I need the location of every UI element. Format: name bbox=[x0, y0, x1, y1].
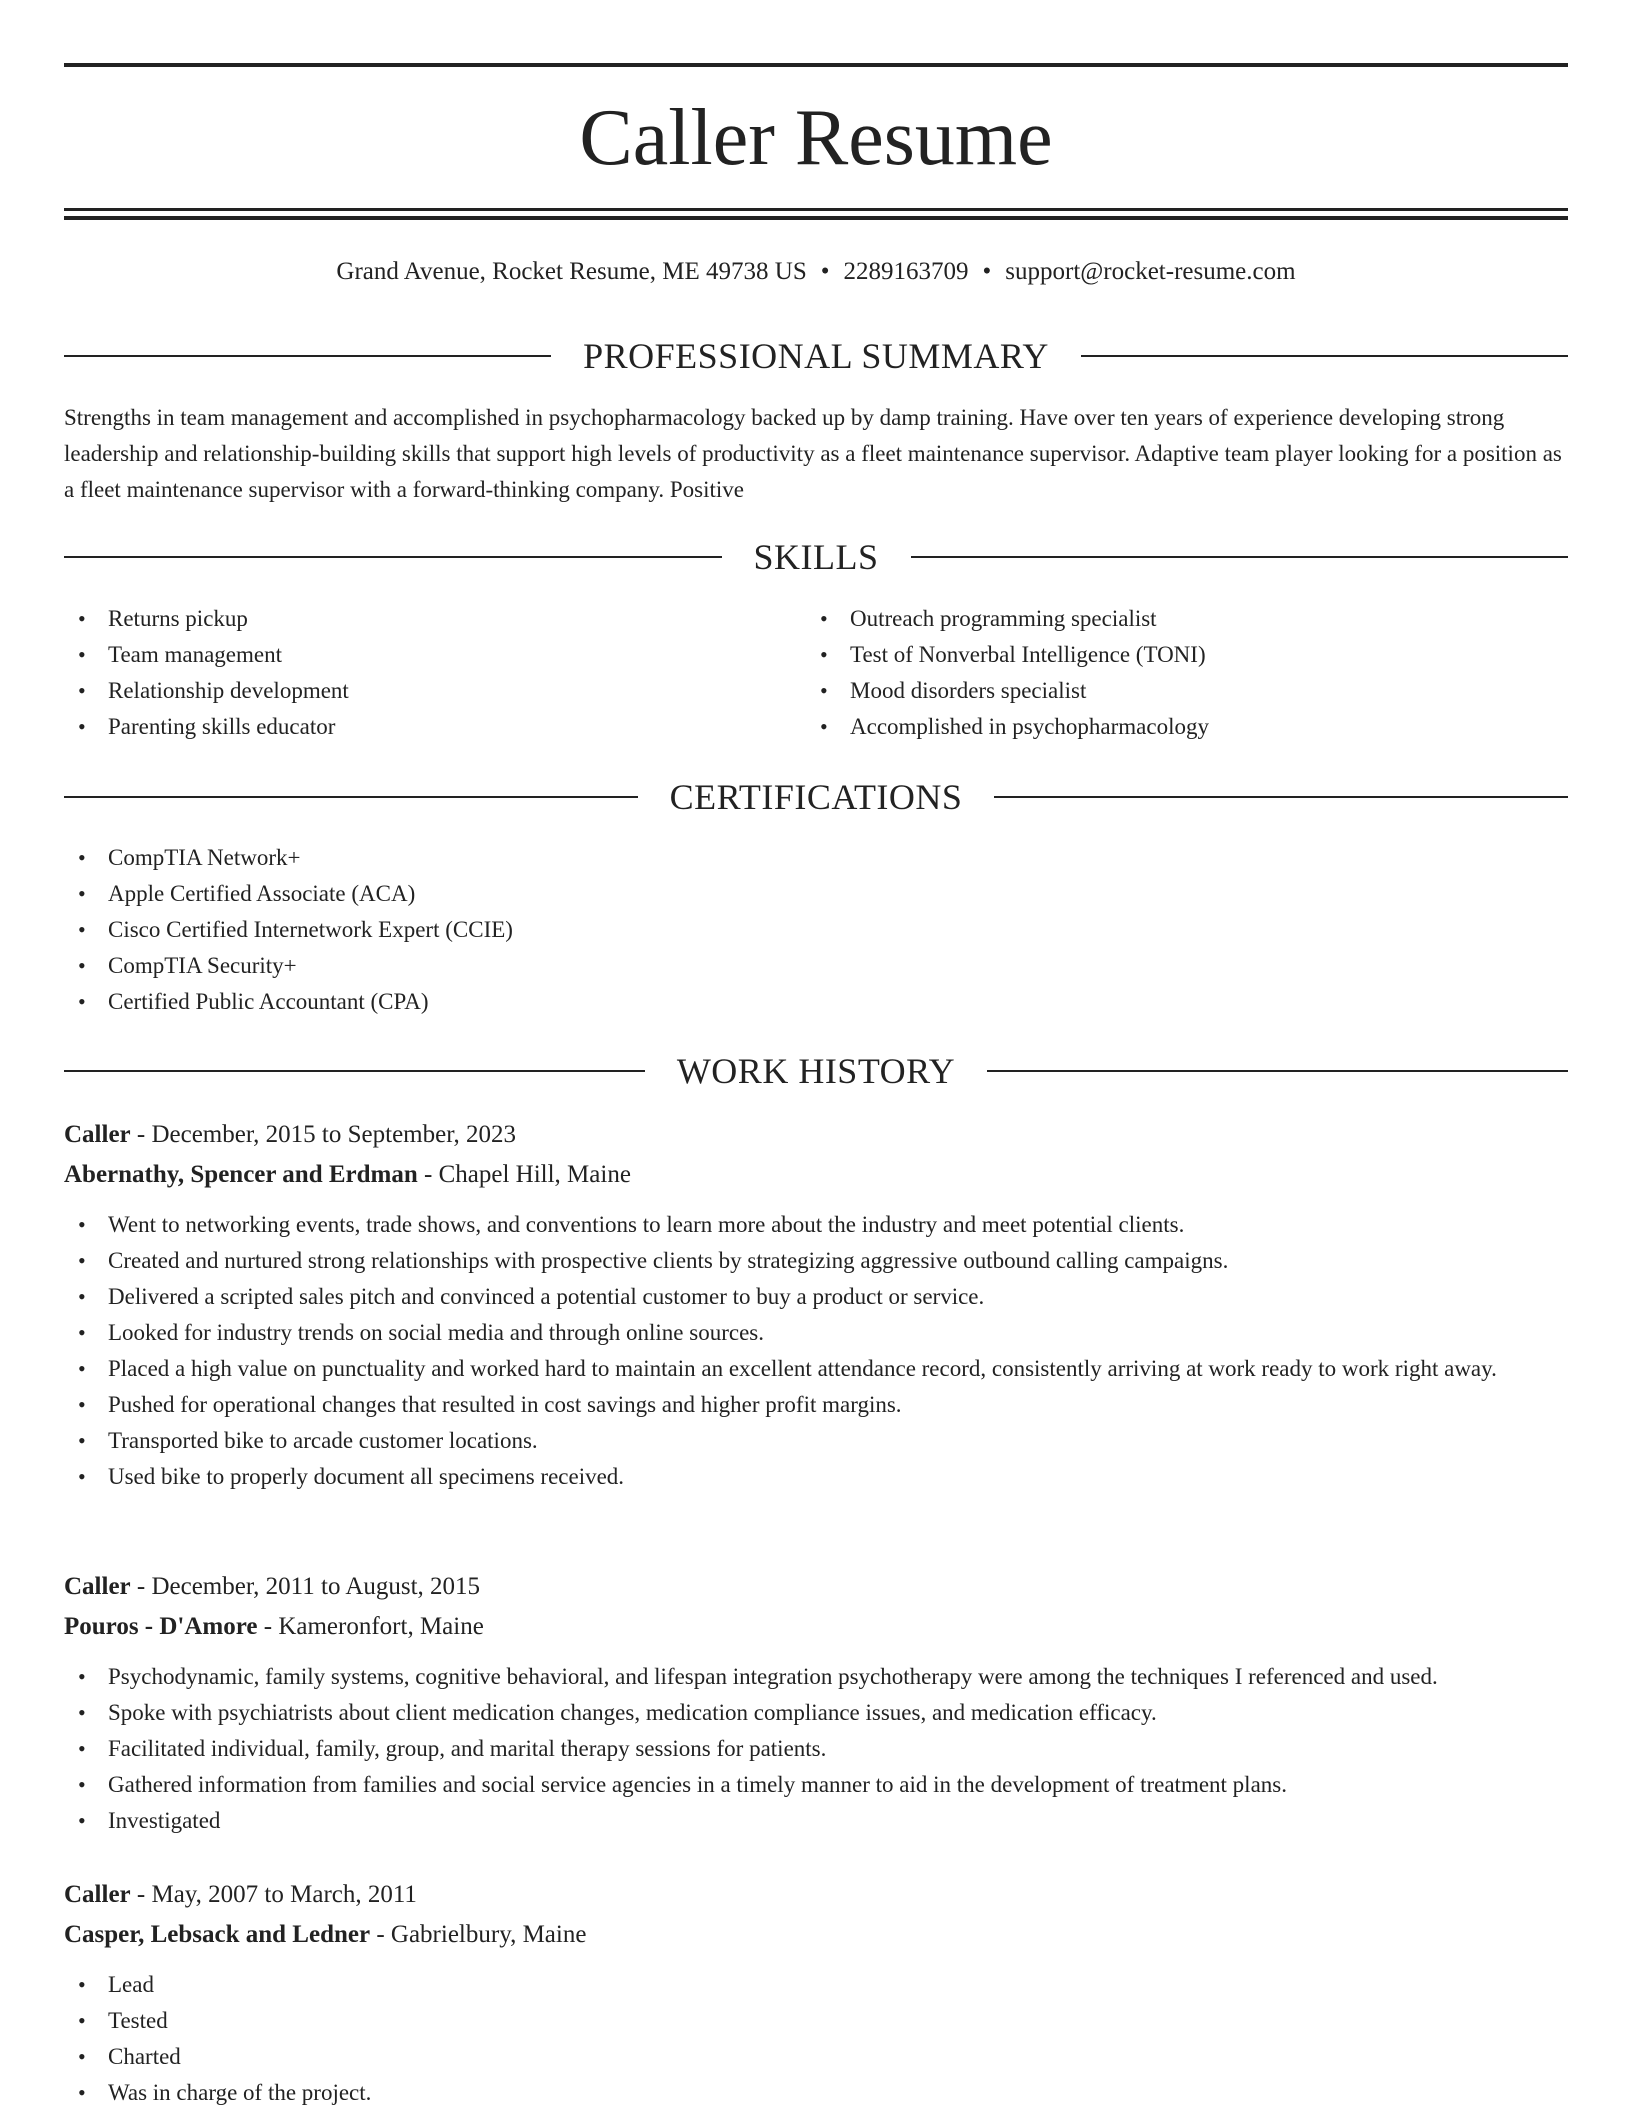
job-dates: - May, 2007 to March, 2011 bbox=[130, 1881, 417, 1908]
certifications-heading: CERTIFICATIONS bbox=[669, 777, 963, 817]
contact-phone: 2289163709 bbox=[843, 258, 969, 285]
job-company-line bbox=[64, 1155, 1568, 1195]
skills-heading: SKILLS bbox=[753, 537, 879, 577]
job-location: - Gabrielbury, Maine bbox=[370, 1921, 587, 1948]
certification-item: • Cisco Certified Internetwork Expert (CCIE) bbox=[64, 912, 1568, 948]
job-company-line bbox=[64, 1915, 1568, 1955]
divider-line bbox=[64, 796, 638, 798]
skill-item: • Outreach programming specialist bbox=[806, 601, 1548, 637]
job-location: - Chapel Hill, Maine bbox=[417, 1161, 631, 1188]
divider-line bbox=[987, 1070, 1568, 1072]
job-bullets bbox=[64, 1659, 1568, 1839]
skill-item: • Team management bbox=[64, 637, 806, 673]
certification-item: • CompTIA Network+ bbox=[64, 840, 1568, 876]
divider-line bbox=[994, 796, 1568, 798]
title-rule-lower bbox=[64, 216, 1568, 220]
divider-line bbox=[64, 1070, 645, 1072]
divider-line bbox=[64, 355, 551, 357]
contact-email: support@rocket-resume.com bbox=[1005, 258, 1296, 285]
job-bullet: • Facilitated individual, family, group, and marital therapy sessions for patients. bbox=[64, 1731, 1568, 1767]
title-rule-upper bbox=[64, 208, 1568, 211]
job-bullet: • Went to networking events, trade shows, and conventions to learn more about the industry and meet potential clients. bbox=[64, 1207, 1568, 1243]
job-bullet: • Charted bbox=[64, 2039, 1568, 2075]
job-bullet: • Delivered a scripted sales pitch and convinced a potential customer to buy a product or service. bbox=[64, 1279, 1568, 1315]
skill-item: • Mood disorders specialist bbox=[806, 673, 1548, 709]
certification-item: • Apple Certified Associate (ACA) bbox=[64, 876, 1568, 912]
job-location: - Kameronfort, Maine bbox=[257, 1613, 484, 1640]
job-role: Caller bbox=[64, 1881, 131, 1908]
job-company: Abernathy, Spencer and Erdman bbox=[64, 1161, 418, 1188]
job-bullets bbox=[64, 1967, 1568, 2111]
job-bullet: • Was in charge of the project. bbox=[64, 2075, 1568, 2111]
job-bullet: • Created and nurtured strong relationships with prospective clients by strategizing aggressive outbound calling campaigns. bbox=[64, 1243, 1568, 1279]
job-company-line bbox=[64, 1607, 1568, 1647]
divider-line bbox=[911, 556, 1569, 558]
certification-item: • Certified Public Accountant (CPA) bbox=[64, 984, 1568, 1020]
certifications-list bbox=[64, 840, 1568, 1020]
job-bullet: • Gathered information from families and social service agencies in a timely manner to aid in the development of treatment plans. bbox=[64, 1767, 1568, 1803]
certification-item: • CompTIA Security+ bbox=[64, 948, 1568, 984]
skills-list-left bbox=[64, 601, 806, 745]
job-role: Caller bbox=[64, 1121, 131, 1148]
skills-heading-row bbox=[64, 535, 1568, 579]
contact-line bbox=[64, 254, 1568, 290]
job-dates: - December, 2011 to August, 2015 bbox=[130, 1573, 481, 1600]
job-bullet: • Looked for industry trends on social media and through online sources. bbox=[64, 1315, 1568, 1351]
summary-text: Strengths in team management and accomplished in psychopharmacology backed up by damp training. Have over ten years of experience developing strong leadership and relationship-building skills that support high levels of productivity as a fleet maintenance supervisor. Adaptive team player looking for a position as a fleet maintenance supervisor with a forward-thinking company. Positive bbox=[64, 405, 1562, 502]
job-title-line bbox=[64, 1115, 1568, 1155]
job-role: Caller bbox=[64, 1573, 131, 1600]
contact-address: Grand Avenue, Rocket Resume, ME 49738 US bbox=[336, 258, 807, 285]
job-entry bbox=[64, 1567, 1568, 1839]
work-heading-row bbox=[64, 1049, 1568, 1093]
job-company: Casper, Lebsack and Ledner bbox=[64, 1921, 371, 1948]
job-company: Pouros - D'Amore bbox=[64, 1613, 258, 1640]
job-bullet: • Investigated bbox=[64, 1803, 1568, 1839]
job-entry bbox=[64, 1115, 1568, 1495]
job-bullet: • Psychodynamic, family systems, cognitive behavioral, and lifespan integration psychotherapy were among the techniques I referenced and used. bbox=[64, 1659, 1568, 1695]
job-entry bbox=[64, 1875, 1568, 2111]
summary-heading: PROFESSIONAL SUMMARY bbox=[583, 336, 1049, 376]
job-bullet: • Lead bbox=[64, 1967, 1568, 2003]
job-bullets bbox=[64, 1207, 1568, 1495]
job-bullet: • Used bike to properly document all specimens received. bbox=[64, 1459, 1568, 1495]
job-bullet: • Spoke with psychiatrists about client medication changes, medication compliance issues, and medication efficacy. bbox=[64, 1695, 1568, 1731]
job-title-line bbox=[64, 1567, 1568, 1607]
top-rule bbox=[64, 63, 1568, 67]
job-bullet: • Transported bike to arcade customer locations. bbox=[64, 1423, 1568, 1459]
skill-item: • Accomplished in psychopharmacology bbox=[806, 709, 1548, 745]
skills-columns bbox=[64, 601, 1568, 745]
job-bullet: • Placed a high value on punctuality and worked hard to maintain an excellent attendance record, consistently arriving at work ready to work right away. bbox=[64, 1351, 1568, 1387]
work-heading: WORK HISTORY bbox=[676, 1051, 956, 1091]
job-dates: - December, 2015 to September, 2023 bbox=[130, 1121, 517, 1148]
job-bullet: • Pushed for operational changes that resulted in cost savings and higher profit margins. bbox=[64, 1387, 1568, 1423]
skill-item: • Test of Nonverbal Intelligence (TONI) bbox=[806, 637, 1548, 673]
summary-heading-row bbox=[64, 334, 1568, 378]
skills-list-right bbox=[806, 601, 1548, 745]
divider-line bbox=[64, 556, 722, 558]
skill-item: • Relationship development bbox=[64, 673, 806, 709]
job-title-line bbox=[64, 1875, 1568, 1915]
job-bullet: • Tested bbox=[64, 2003, 1568, 2039]
contact-separator: • bbox=[982, 258, 992, 285]
divider-line bbox=[1081, 355, 1568, 357]
skill-item: • Returns pickup bbox=[64, 601, 806, 637]
resume-title: Caller Resume bbox=[579, 94, 1053, 182]
certifications-heading-row bbox=[64, 775, 1568, 819]
contact-separator: • bbox=[820, 258, 830, 285]
skill-item: • Parenting skills educator bbox=[64, 709, 806, 745]
